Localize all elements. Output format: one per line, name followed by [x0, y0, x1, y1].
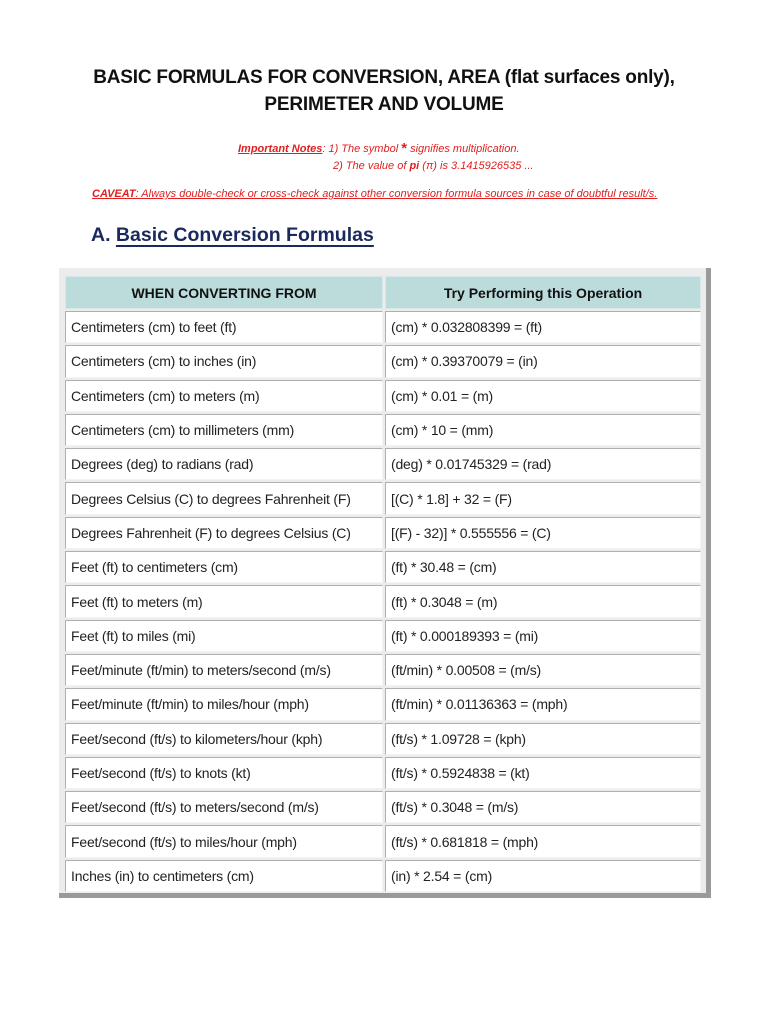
cell-from: Feet/second (ft/s) to miles/hour (mph) [65, 825, 383, 857]
cell-operation: (deg) * 0.01745329 = (rad) [385, 448, 701, 480]
cell-operation: (ft/min) * 0.00508 = (m/s) [385, 654, 701, 686]
table-row [65, 585, 701, 617]
section-prefix: A. [91, 224, 116, 246]
cell-operation: (ft/s) * 1.09728 = (kph) [385, 723, 701, 755]
table-row [65, 620, 701, 652]
cell-operation: (ft/s) * 0.681818 = (mph) [385, 825, 701, 857]
conversion-table-frame [59, 268, 711, 898]
cell-from: Degrees (deg) to radians (rad) [65, 448, 383, 480]
table-row [65, 482, 701, 514]
cell-operation: [(F) - 32)] * 0.555556 = (C) [385, 517, 701, 549]
note-1: Important Notes: 1) The symbol * signifies multiplication. [238, 140, 520, 157]
table-row [65, 448, 701, 480]
cell-operation: (ft) * 0.000189393 = (mi) [385, 620, 701, 652]
cell-operation: (ft/s) * 0.5924838 = (kt) [385, 757, 701, 789]
caveat-note [92, 188, 692, 200]
cell-operation: (cm) * 0.032808399 = (ft) [385, 311, 701, 343]
cell-from: Feet/second (ft/s) to meters/second (m/s) [65, 791, 383, 823]
section-title-link[interactable]: Basic Conversion Formulas [115, 224, 374, 246]
header-converting-from: WHEN CONVERTING FROM [65, 276, 383, 309]
cell-from: Feet/second (ft/s) to knots (kt) [65, 757, 383, 789]
cell-from: Centimeters (cm) to feet (ft) [65, 311, 383, 343]
cell-operation: (in) * 2.54 = (cm) [385, 860, 701, 892]
cell-operation: (cm) * 10 = (mm) [385, 414, 701, 446]
note-2: 2) The value of pi (π) is 3.1415926535 ... [333, 160, 534, 172]
notes-label: Important Notes [238, 143, 323, 155]
cell-from: Inches (in) to centimeters (cm) [65, 860, 383, 892]
table-row [65, 654, 701, 686]
cell-operation: (ft) * 0.3048 = (m) [385, 585, 701, 617]
cell-from: Centimeters (cm) to meters (m) [65, 380, 383, 412]
table-row [65, 688, 701, 720]
table-row [65, 311, 701, 343]
table-row [65, 860, 701, 892]
table-row [65, 551, 701, 583]
cell-from: Centimeters (cm) to millimeters (mm) [65, 414, 383, 446]
cell-from: Feet (ft) to meters (m) [65, 585, 383, 617]
table-header-row [65, 276, 701, 309]
table-row [65, 825, 701, 857]
asterisk-symbol: * [401, 140, 408, 157]
pi-word: pi [409, 160, 420, 172]
cell-from: Feet (ft) to centimeters (cm) [65, 551, 383, 583]
header-operation: Try Performing this Operation [385, 276, 701, 309]
cell-operation: (cm) * 0.01 = (m) [385, 380, 701, 412]
caveat-label: CAVEAT [92, 188, 136, 200]
table-row [65, 517, 701, 549]
table-row [65, 380, 701, 412]
table-row [65, 791, 701, 823]
title-line-2: PERIMETER AND VOLUME [264, 94, 504, 115]
important-notes [238, 140, 534, 175]
caveat-text: : Always double-check or cross-check against other conversion formula sources in case of doubtful result/s. [135, 188, 658, 200]
cell-from: Feet (ft) to miles (mi) [65, 620, 383, 652]
title-line-1: BASIC FORMULAS FOR CONVERSION, AREA (flat surfaces only), [93, 67, 675, 88]
cell-operation: (ft/min) * 0.01136363 = (mph) [385, 688, 701, 720]
cell-from: Feet/minute (ft/min) to miles/hour (mph) [65, 688, 383, 720]
table-row [65, 757, 701, 789]
cell-operation: [(C) * 1.8] + 32 = (F) [385, 482, 701, 514]
cell-operation: (ft/s) * 0.3048 = (m/s) [385, 791, 701, 823]
conversion-table [63, 274, 703, 894]
cell-operation: (cm) * 0.39370079 = (in) [385, 345, 701, 377]
cell-from: Degrees Fahrenheit (F) to degrees Celsius (C) [65, 517, 383, 549]
cell-operation: (ft) * 30.48 = (cm) [385, 551, 701, 583]
table-row [65, 723, 701, 755]
table-row [65, 345, 701, 377]
cell-from: Feet/second (ft/s) to kilometers/hour (kph) [65, 723, 383, 755]
document-title [0, 64, 768, 118]
cell-from: Feet/minute (ft/min) to meters/second (m/s) [65, 654, 383, 686]
cell-from: Degrees Celsius (C) to degrees Fahrenheit (F) [65, 482, 383, 514]
section-heading [91, 224, 374, 247]
table-row [65, 414, 701, 446]
cell-from: Centimeters (cm) to inches (in) [65, 345, 383, 377]
